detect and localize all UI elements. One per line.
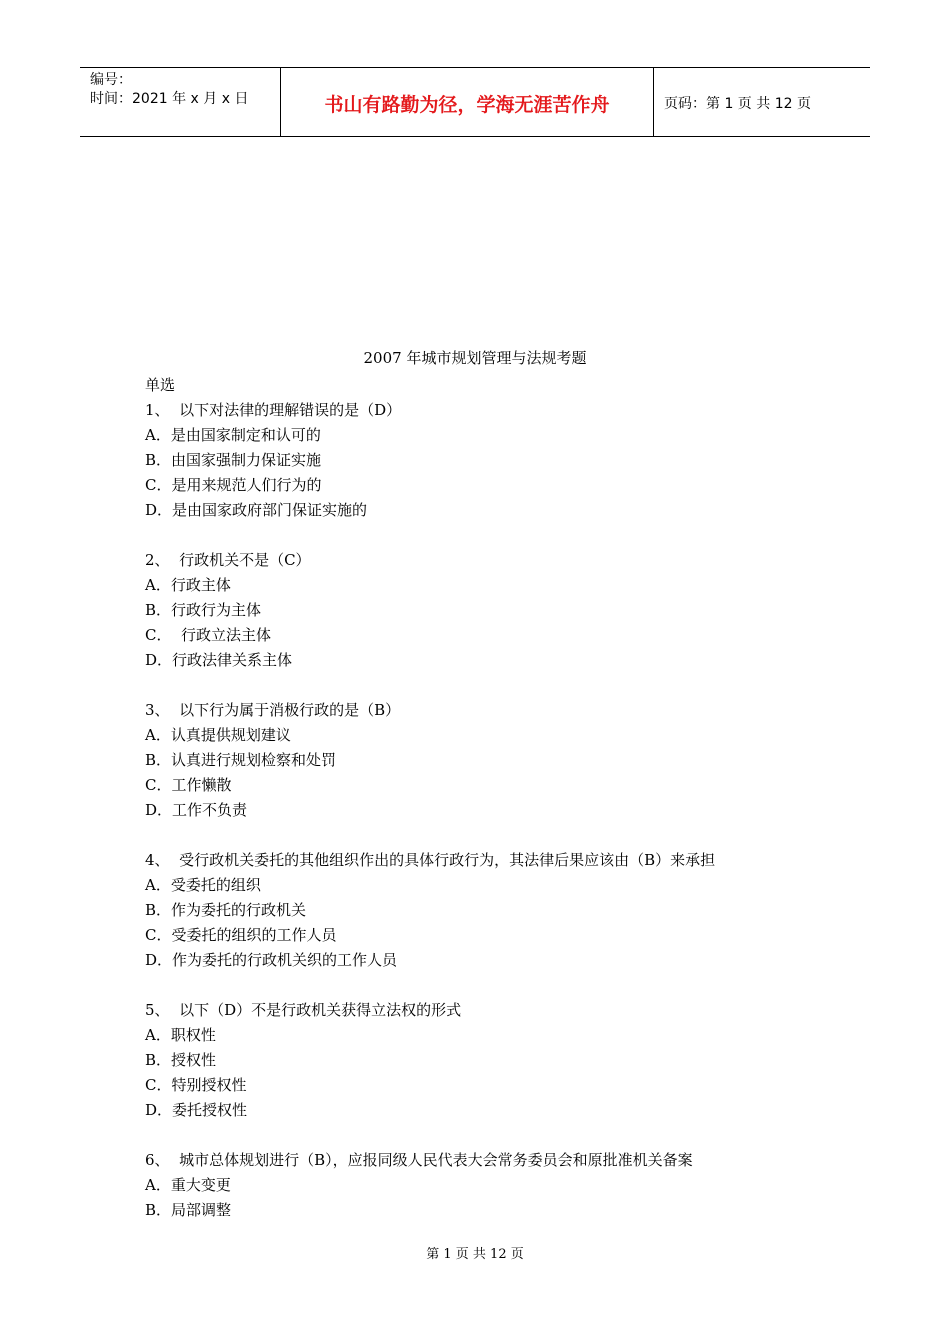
question-stem: 2、 行政机关不是（C） <box>145 551 311 569</box>
question-1 <box>145 398 865 523</box>
header-info-cell <box>80 68 281 136</box>
option-a: A．受委托的组织 <box>145 876 261 894</box>
question-2 <box>145 548 865 673</box>
option-b: B．作为委托的行政机关 <box>145 901 307 919</box>
page-footer: 第 1 页 共 12 页 <box>426 1247 524 1262</box>
option-d: D．工作不负责 <box>145 801 248 819</box>
document-title: 2007 年城市规划管理与法规考题 <box>363 349 587 367</box>
question-list <box>145 373 865 1223</box>
question-6 <box>145 1148 865 1223</box>
question-3 <box>145 698 865 823</box>
option-c: C．是用来规范人们行为的 <box>145 476 322 494</box>
option-a: A．认真提供规划建议 <box>145 726 291 744</box>
section-label: 单选 <box>145 376 176 394</box>
option-c: C． 行政立法主体 <box>145 626 272 644</box>
question-4 <box>145 848 865 973</box>
option-b: B．认真进行规划检察和处罚 <box>145 751 337 769</box>
option-c: C．特别授权性 <box>145 1076 247 1094</box>
option-a: A．职权性 <box>145 1026 216 1044</box>
option-d: D．委托授权性 <box>145 1101 248 1119</box>
time-label: 时间：2021 年 x 月 x 日 <box>90 91 249 107</box>
number-label: 编号： <box>90 72 132 88</box>
motto-text: 书山有路勤为径，学海无涯苦作舟 <box>324 93 610 116</box>
question-stem: 6、 城市总体规划进行（B），应报同级人民代表大会常务委员会和原批准机关备案 <box>145 1151 693 1169</box>
question-stem: 4、 受行政机关委托的其他组织作出的具体行政行为，其法律后果应该由（B）来承担 <box>145 851 716 869</box>
option-b: B．由国家强制力保证实施 <box>145 451 322 469</box>
option-b: B．局部调整 <box>145 1201 232 1219</box>
question-stem: 5、 以下（D）不是行政机关获得立法权的形式 <box>145 1001 462 1019</box>
header-page-cell <box>654 68 870 136</box>
question-stem: 3、 以下行为属于消极行政的是（B） <box>145 701 401 719</box>
option-a: A．是由国家制定和认可的 <box>145 426 321 444</box>
page-header <box>80 67 870 137</box>
option-b: B．行政行为主体 <box>145 601 262 619</box>
question-5 <box>145 998 865 1123</box>
option-a: A．行政主体 <box>145 576 231 594</box>
option-c: C．受委托的组织的工作人员 <box>145 926 337 944</box>
question-stem: 1、 以下对法律的理解错误的是（D） <box>145 401 402 419</box>
option-d: D．行政法律关系主体 <box>145 651 293 669</box>
option-a: A．重大变更 <box>145 1176 231 1194</box>
option-d: D．作为委托的行政机关织的工作人员 <box>145 951 398 969</box>
option-b: B．授权性 <box>145 1051 217 1069</box>
header-motto-cell <box>281 68 654 136</box>
option-d: D．是由国家政府部门保证实施的 <box>145 501 368 519</box>
header-page-info: 页码：第 1 页 共 12 页 <box>664 96 811 112</box>
option-c: C．工作懒散 <box>145 776 232 794</box>
